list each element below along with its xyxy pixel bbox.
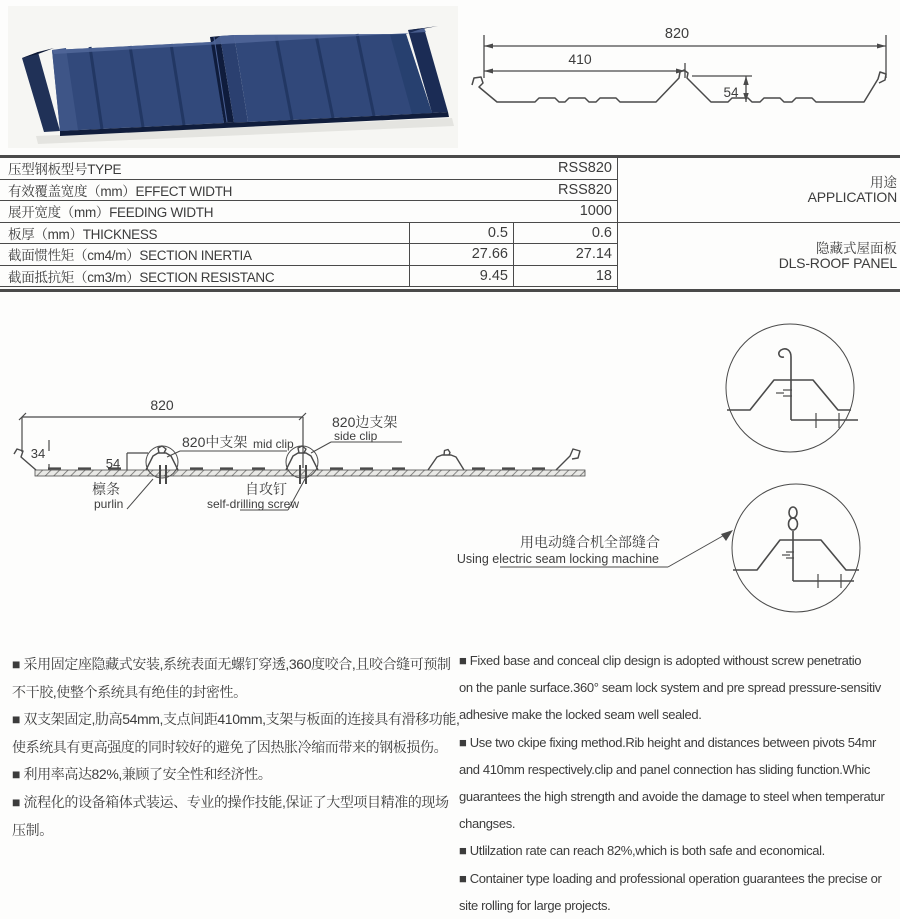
spec-table-right xyxy=(617,158,900,289)
feature-line: 使系统具有更高强度的同时较好的避免了因热胀冷缩而带来的钢板损伤。 xyxy=(12,738,448,755)
spec-value-2: RSS820 xyxy=(557,181,612,198)
seam-note-zh: 用电动缝合机全部缝合 xyxy=(520,534,660,550)
spec-row-section-inertia xyxy=(0,244,617,266)
spec-value-1 xyxy=(409,158,513,179)
feature-line: 压制。 xyxy=(12,821,53,838)
spec-row-feeding-width xyxy=(0,201,617,223)
panel-cross-section-outline xyxy=(472,70,886,102)
feature-line: ■ Utlilzation rate can reach 82%,which is both safe and economical. xyxy=(459,843,825,859)
spec-table-left xyxy=(0,158,617,289)
side-clip-label-zh: 820边支架 xyxy=(332,414,398,430)
section-profile-drawing xyxy=(460,8,900,148)
feature-line: ■ Container type loading and professional operation guarantees the precise or xyxy=(459,870,882,886)
mid-clip-label-zh: 820中支架 xyxy=(182,434,248,450)
spec-value-2: 18 xyxy=(513,266,617,287)
profile-dimension-lines xyxy=(484,35,886,102)
feature-line: on the panle surface.360° seam lock system and pre spread pressure-sensitiv xyxy=(459,680,881,696)
spec-value-2: RSS820 xyxy=(557,160,612,177)
application-title-zh: 用途 xyxy=(870,174,897,190)
spec-value-1: 27.66 xyxy=(409,244,513,265)
install-dim-34-label: 34 xyxy=(30,446,46,461)
spec-value-2: 1000 xyxy=(579,203,612,220)
feature-line: ■ 利用率高达82%,兼顾了安全性和经济性。 xyxy=(12,766,272,783)
profile-dim-820-label: 820 xyxy=(664,26,690,42)
spec-label: 截面惯性矩（cm4/m）SECTION INERTIA xyxy=(8,248,252,264)
spec-row-section-resistance xyxy=(0,266,617,288)
feature-line: site rolling for large projects. xyxy=(459,897,611,913)
install-panel-profile xyxy=(14,446,580,470)
spec-label: 展开宽度（mm）FEEDING WIDTH xyxy=(8,205,214,221)
install-dim-54-label: 54 xyxy=(105,456,121,471)
pan-stiffener-dashes xyxy=(48,467,545,469)
install-dim-820-label: 820 xyxy=(150,397,174,413)
mid-clip-label-en: mid clip xyxy=(253,437,294,451)
feature-line: adhesive make the locked seam well sealed. xyxy=(459,707,702,723)
application-cell xyxy=(618,158,900,223)
purlin-label-zh: 檩条 xyxy=(92,481,120,497)
screw-label-en: self-drilling screw xyxy=(207,497,300,511)
spec-value-1 xyxy=(409,180,513,201)
product-name-zh: 隐藏式屋面板 xyxy=(816,240,897,256)
spec-label: 压型钢板型号TYPE xyxy=(8,162,122,178)
features-chinese xyxy=(12,651,460,844)
feature-line: ■ Fixed base and conceal clip design is adopted withoust screw penetratio xyxy=(459,653,862,668)
spec-value-1 xyxy=(409,201,513,222)
profile-dim-54-label: 54 xyxy=(723,85,739,100)
seam-note-en: Using electric seam locking machine xyxy=(456,552,659,566)
application-title-en: APPLICATION xyxy=(807,188,897,205)
spec-label: 截面抵抗矩（cm3/m）SECTION RESISTANC xyxy=(8,269,275,285)
clip-detail-circle-open xyxy=(726,324,858,452)
screw-label-zh: 自攻钉 xyxy=(245,481,287,497)
spec-table xyxy=(0,155,900,292)
product-name-en: DLS-ROOF PANEL xyxy=(778,254,897,271)
side-clip-label-en: side clip xyxy=(334,429,378,443)
feature-line: guarantees the high strength and avoide the damage to steel when temperatur xyxy=(459,788,885,804)
feature-line: changses. xyxy=(459,816,516,832)
spec-row-thickness xyxy=(0,223,617,245)
spec-row-type xyxy=(0,158,617,180)
installation-diagram xyxy=(0,300,900,625)
feature-line: ■ 流程化的设备箱体式装运、专业的操作技能,保证了大型项目精准的现场 xyxy=(12,793,449,810)
purlin-label-en: purlin xyxy=(94,497,124,511)
feature-line: ■ 采用固定座隐藏式安装,系统表面无螺钉穿透,360度咬合,且咬合缝可预制 xyxy=(12,656,451,672)
feature-line: ■ 双支架固定,肋高54mm,支点间距410mm,支架与板面的连接具有滑移功能, xyxy=(12,711,460,728)
spec-value-2: 27.14 xyxy=(513,244,617,265)
panel-product-photo xyxy=(8,6,458,148)
spec-value-1: 0.5 xyxy=(409,223,513,244)
spec-label: 有效覆盖宽度（mm）EFFECT WIDTH xyxy=(8,183,233,199)
spec-value-2: 0.6 xyxy=(513,223,617,244)
feature-line: and 410mm respectively.clip and panel connection has sliding function.Whic xyxy=(459,761,871,777)
product-cell xyxy=(618,223,900,290)
profile-dim-410-label: 410 xyxy=(568,51,592,67)
features-english xyxy=(459,647,900,919)
spec-row-effect-width xyxy=(0,180,617,202)
spec-label: 板厚（mm）THICKNESS xyxy=(8,226,158,242)
spec-value-1: 9.45 xyxy=(409,266,513,287)
feature-line: 不干胶,使整个系统具有绝佳的封密性。 xyxy=(12,683,247,700)
feature-line: ■ Use two ckipe fixing method.Rib height and distances between pivots 54mr xyxy=(459,734,876,750)
clip-detail-circle-seamed xyxy=(732,484,860,612)
